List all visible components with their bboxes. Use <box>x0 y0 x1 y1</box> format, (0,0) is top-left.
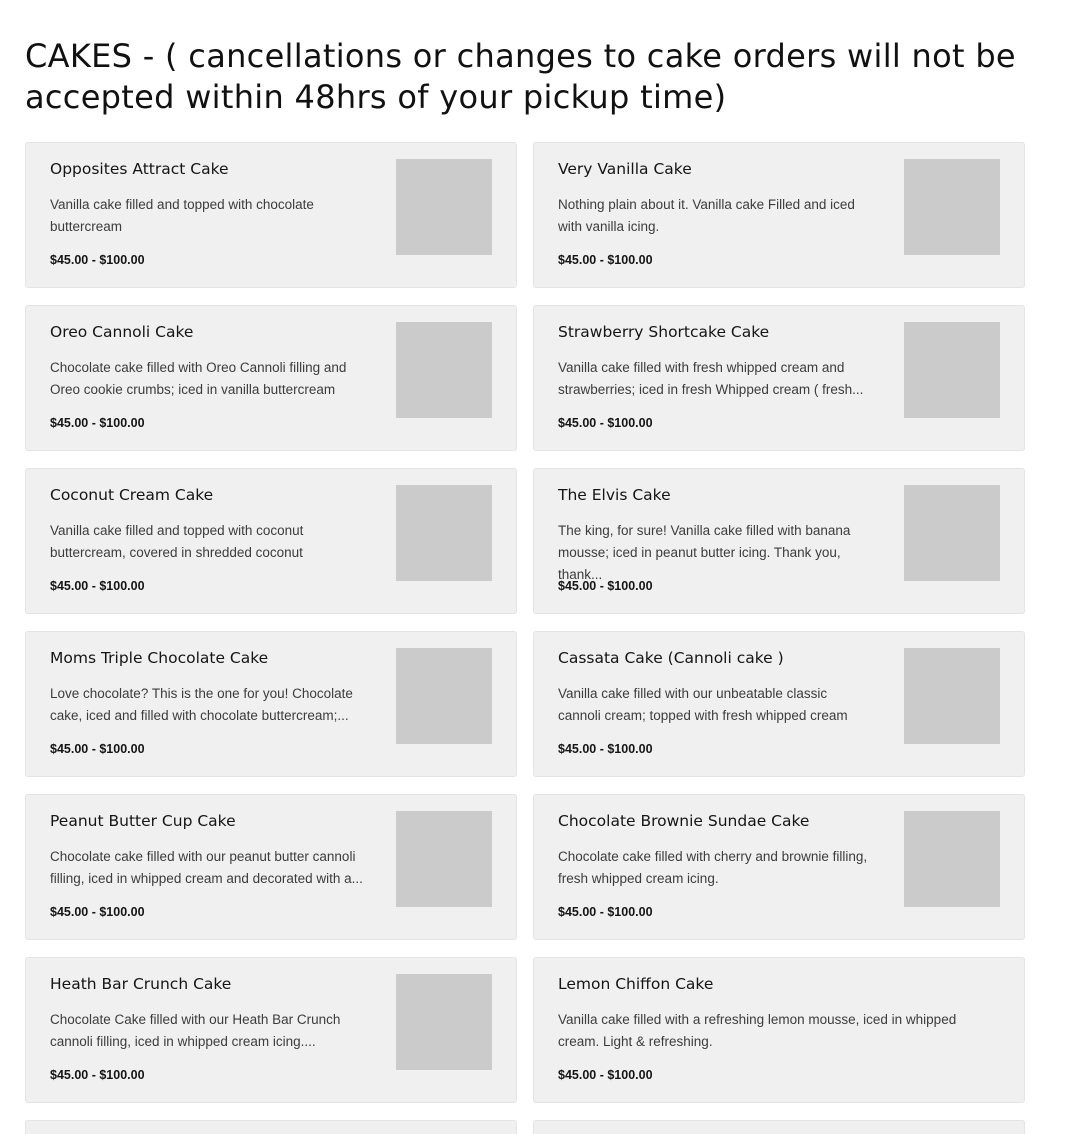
menu-item-card[interactable] <box>533 305 1025 451</box>
menu-item-image-placeholder <box>396 322 492 418</box>
menu-item-name: Moms Triple Chocolate Cake <box>50 649 269 667</box>
menu-item-image-placeholder <box>904 485 1000 581</box>
menu-item-card[interactable] <box>25 794 517 940</box>
menu-item-price: $45.00 - $100.00 <box>50 742 145 756</box>
menu-item-name: Coconut Cream Cake <box>50 486 214 504</box>
menu-item-name: Cassata Cake (Cannoli cake ) <box>558 649 784 667</box>
menu-item-card[interactable] <box>25 957 517 1103</box>
menu-item-price: $45.00 - $100.00 <box>558 905 653 919</box>
menu-item-card[interactable] <box>533 631 1025 777</box>
menu-item-price: $45.00 - $100.00 <box>50 579 145 593</box>
section-title: CAKES - ( cancellations or changes to cake orders will not be accepted within 48hrs of your pickup time) <box>25 37 1016 116</box>
menu-item-image-placeholder <box>904 159 1000 255</box>
menu-item-grid <box>25 142 1025 1134</box>
menu-item-description: Love chocolate? This is the one for you! Chocolate cake, iced and filled with chocolate buttercream;... <box>50 686 353 723</box>
menu-item-image-placeholder <box>396 648 492 744</box>
menu-item-image-placeholder <box>904 322 1000 418</box>
menu-item-card-partial[interactable] <box>533 1120 1025 1134</box>
menu-item-image-placeholder <box>396 974 492 1070</box>
menu-item-card[interactable] <box>25 305 517 451</box>
menu-item-description: Chocolate cake filled with our peanut butter cannoli filling, iced in whipped cream and decorated with a... <box>50 849 363 886</box>
menu-item-price: $45.00 - $100.00 <box>558 253 653 267</box>
menu-item-name: Opposites Attract Cake <box>50 160 229 178</box>
menu-item-name: Heath Bar Crunch Cake <box>50 975 232 993</box>
menu-item-card[interactable] <box>533 794 1025 940</box>
menu-item-description: Vanilla cake filled and topped with coconut buttercream, covered in shredded coconut <box>50 523 304 560</box>
menu-item-card[interactable] <box>533 957 1025 1103</box>
menu-item-price: $45.00 - $100.00 <box>558 579 653 593</box>
menu-item-card[interactable] <box>25 631 517 777</box>
menu-item-card[interactable] <box>25 142 517 288</box>
menu-item-card[interactable] <box>25 468 517 614</box>
menu-item-name: Lemon Chiffon Cake <box>558 975 714 993</box>
menu-item-image-placeholder <box>904 811 1000 907</box>
menu-item-price: $45.00 - $100.00 <box>50 253 145 267</box>
menu-item-price: $45.00 - $100.00 <box>50 905 145 919</box>
menu-item-image-placeholder <box>396 159 492 255</box>
menu-item-price: $45.00 - $100.00 <box>50 1068 145 1082</box>
menu-item-name: Strawberry Shortcake Cake <box>558 323 770 341</box>
menu-item-image-placeholder <box>396 485 492 581</box>
menu-item-description: Vanilla cake filled with fresh whipped cream and strawberries; iced in fresh Whipped cream ( fresh... <box>558 360 864 397</box>
menu-item-price: $45.00 - $100.00 <box>558 416 653 430</box>
menu-item-description: Chocolate cake filled with cherry and brownie filling, fresh whipped cream icing. <box>558 849 868 886</box>
menu-item-description: Vanilla cake filled with our unbeatable classic cannoli cream; topped with fresh whipped cream <box>558 686 848 723</box>
menu-item-name: Peanut Butter Cup Cake <box>50 812 236 830</box>
menu-item-description: Vanilla cake filled and topped with chocolate buttercream <box>50 197 314 234</box>
menu-item-card[interactable] <box>533 142 1025 288</box>
menu-item-description: Chocolate Cake filled with our Heath Bar Crunch cannoli filling, iced in whipped cream icing.... <box>50 1012 341 1049</box>
menu-item-image-placeholder <box>904 648 1000 744</box>
menu-item-description: Vanilla cake filled with a refreshing lemon mousse, iced in whipped cream. Light & refreshing. <box>558 1012 957 1049</box>
menu-item-description: Chocolate cake filled with Oreo Cannoli filling and Oreo cookie crumbs; iced in vanilla buttercream <box>50 360 347 397</box>
menu-item-name: Oreo Cannoli Cake <box>50 323 194 341</box>
menu-item-description: The king, for sure! Vanilla cake filled with banana mousse; iced in peanut butter icing. Thank you, thank... <box>558 523 851 582</box>
menu-item-name: Very Vanilla Cake <box>558 160 692 178</box>
menu-item-card[interactable] <box>533 468 1025 614</box>
menu-item-description: Nothing plain about it. Vanilla cake Filled and iced with vanilla icing. <box>558 197 855 234</box>
menu-item-price: $45.00 - $100.00 <box>50 416 145 430</box>
menu-item-image-placeholder <box>396 811 492 907</box>
menu-item-name: The Elvis Cake <box>558 486 671 504</box>
menu-item-name: Chocolate Brownie Sundae Cake <box>558 812 810 830</box>
menu-item-price: $45.00 - $100.00 <box>558 1068 653 1082</box>
menu-item-card-partial[interactable] <box>25 1120 517 1134</box>
menu-item-price: $45.00 - $100.00 <box>558 742 653 756</box>
